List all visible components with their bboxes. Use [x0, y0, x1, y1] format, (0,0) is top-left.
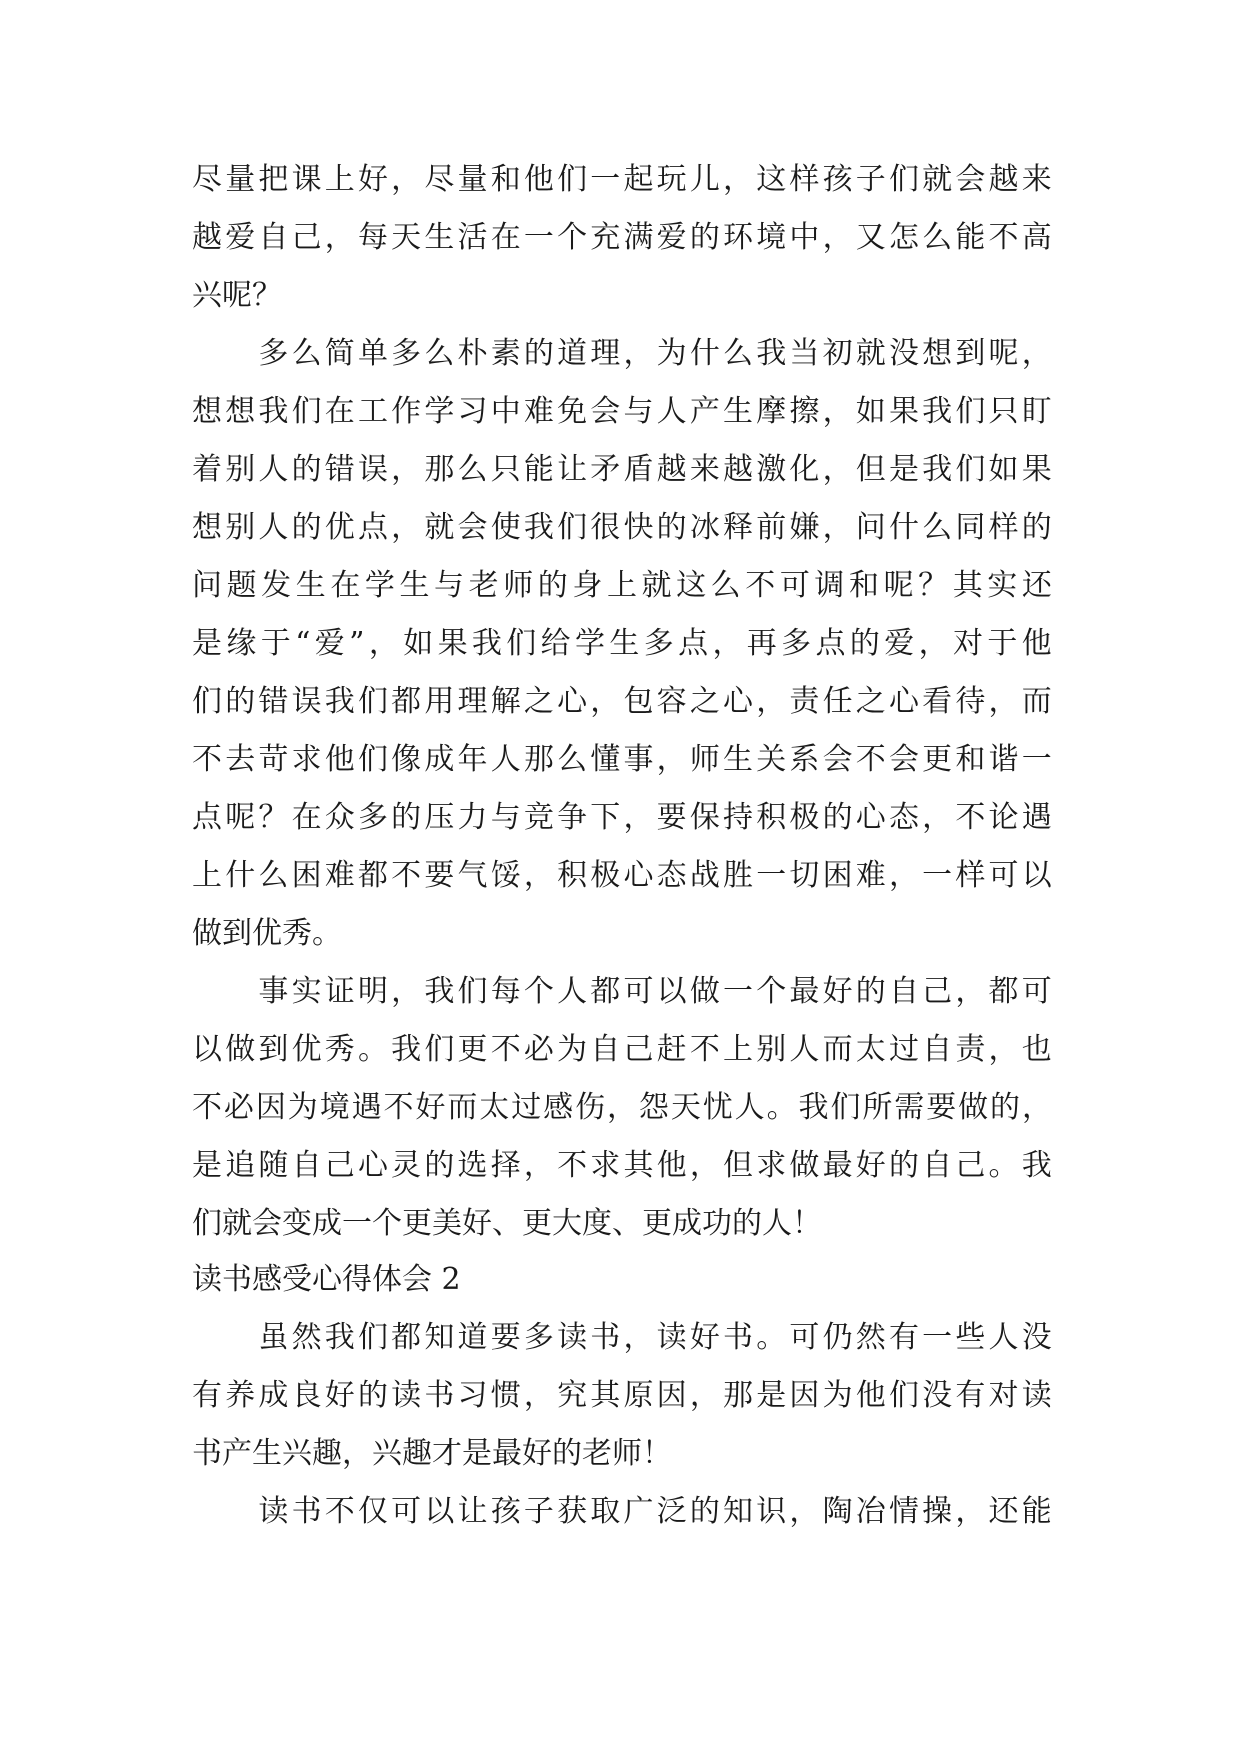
text-line: 问 题 发 生 在 学 生 与 老 师 的 身 上 就 这 么 不 可 调 和 呢 ？ 其 实 还: [192, 568, 1052, 603]
text-line: 尽 量 把 课 上 好 ， 尽 量 和 他 们 一 起 玩 儿 ， 这 样 孩 子 们 就 会 越 来: [192, 162, 1052, 197]
paragraph-start-line: 读 书 不 仅 可 以 让 孩 子 获 取 广 泛 的 知 识 ， 陶 冶 情 操 ， 还 能: [258, 1494, 1052, 1529]
text-line: 想 别 人 的 优 点 ， 就 会 使 我 们 很 快 的 冰 释 前 嫌 ， 问 什 么 同 样 的: [192, 510, 1052, 545]
text-line: 有 养 成 良 好 的 读 书 习 惯 ， 究 其 原 因 ， 那 是 因 为 他 们 没 有 对 读: [192, 1378, 1052, 1413]
text-line: 点 呢 ？ 在 众 多 的 压 力 与 竞 争 下 ， 要 保 持 积 极 的 心 态 ， 不 论 遇: [192, 800, 1052, 835]
text-line: 不 去 苛 求 他 们 像 成 年 人 那 么 懂 事 ， 师 生 关 系 会 不 会 更 和 谐 一: [192, 742, 1052, 777]
text-line: 是 追 随 自 己 心 灵 的 选 择 ， 不 求 其 他 ， 但 求 做 最 好 的 自 己 。 我: [192, 1148, 1052, 1183]
text-line: 兴呢？: [192, 278, 282, 313]
paragraph-start-line: 事 实 证 明 ， 我 们 每 个 人 都 可 以 做 一 个 最 好 的 自 己 ， 都 可: [258, 974, 1052, 1009]
text-line: 是 缘 于 “ 爱 ” ， 如 果 我 们 给 学 生 多 点 ， 再 多 点 的 爱 ， 对 于 他: [192, 626, 1052, 661]
text-line: 做到优秀。: [192, 916, 342, 951]
section-heading: 读书感受心得体会 2: [192, 1262, 461, 1297]
paragraph-start-line: 多 么 简 单 多 么 朴 素 的 道 理 ， 为 什 么 我 当 初 就 没 想 到 呢 ，: [258, 336, 1052, 371]
text-line: 着 别 人 的 错 误 ， 那 么 只 能 让 矛 盾 越 来 越 激 化 ， 但 是 我 们 如 果: [192, 452, 1052, 487]
text-line: 书产生兴趣，兴趣才是最好的老师！: [192, 1436, 672, 1471]
text-line: 上 什 么 困 难 都 不 要 气 馁 ， 积 极 心 态 战 胜 一 切 困 难 ， 一 样 可 以: [192, 858, 1052, 893]
text-line: 不 必 因 为 境 遇 不 好 而 太 过 感 伤 ， 怨 天 忧 人 。 我 们 所 需 要 做 的 ，: [192, 1090, 1052, 1125]
text-line: 以 做 到 优 秀 。 我 们 更 不 必 为 自 己 赶 不 上 别 人 而 太 过 自 责 ， 也: [192, 1032, 1052, 1067]
text-line: 想 想 我 们 在 工 作 学 习 中 难 免 会 与 人 产 生 摩 擦 ， 如 果 我 们 只 盯: [192, 394, 1052, 429]
text-line: 越 爱 自 己 ， 每 天 生 活 在 一 个 充 满 爱 的 环 境 中 ， 又 怎 么 能 不 高: [192, 220, 1052, 255]
paragraph-start-line: 虽 然 我 们 都 知 道 要 多 读 书 ， 读 好 书 。 可 仍 然 有 一 些 人 没: [258, 1320, 1052, 1355]
text-line: 们 的 错 误 我 们 都 用 理 解 之 心 ， 包 容 之 心 ， 责 任 之 心 看 待 ， 而: [192, 684, 1052, 719]
text-line: 们就会变成一个更美好、更大度、更成功的人！: [192, 1206, 822, 1241]
